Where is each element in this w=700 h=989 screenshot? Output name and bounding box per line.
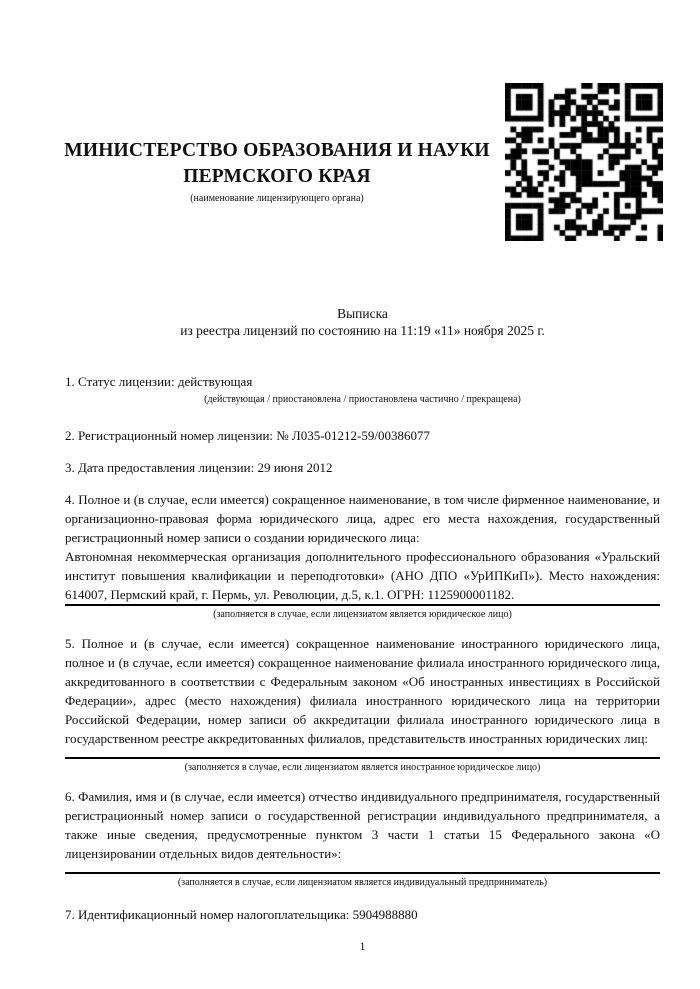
license-status-text: 1. Статус лицензии: действующая bbox=[65, 374, 253, 389]
foreign-entity-prompt: 5. Полное и (в случае, если имеется) сокращенное наименование иностранного юридического лица, полное и (в случае, если имеется) сокращенное наименование филиала иностранного юридического лица, аккредитованного в соответствии с Федеральным законом «Об иностранных инвестициях в Российской Федерации», адрес (место нахождения) филиала иностранного юридического лица на территории Российской Федерации, номер записи об аккредитации филиала иностранного юридического лица в государственном реестре аккредитованных филиалов, представительств иностранных юридических лиц: bbox=[65, 636, 660, 746]
section-registration-number bbox=[65, 426, 660, 445]
section-taxpayer-number bbox=[65, 905, 660, 924]
individual-entrepreneur-caption: (заполняется в случае, если лицензиатом является индивидуальный предприниматель) bbox=[177, 877, 548, 888]
license-date-text: 3. Дата предоставления лицензии: 29 июня 2012 bbox=[65, 460, 333, 475]
individual-entrepreneur-prompt: 6. Фамилия, имя и (в случае, если имеется) отчество индивидуального предпринимателя, государственный регистрационный номер записи о государственной регистрации индивидуального предпринимателя, а также иные сведения, предусмотренные пунктом 3 части 1 статьи 15 Федерального закона «О лицензировании отдельных видов деятельности»: bbox=[65, 789, 660, 861]
ministry-name-line1: МИНИСТЕРСТВО ОБРАЗОВАНИЯ И НАУКИ bbox=[64, 140, 490, 161]
legal-entity-prompt: 4. Полное и (в случае, если имеется) сокращенное наименование, в том числе фирменное наименование, и организационно-правовая форма юридического лица, адрес его места нахождения, государственный регистрационный номер записи о создании юридического лица: bbox=[65, 492, 660, 545]
fill-in-rule bbox=[65, 604, 660, 606]
fill-in-rule bbox=[65, 757, 660, 759]
registration-number-text: 2. Регистрационный номер лицензии: № Л035-01212-59/00386077 bbox=[65, 428, 431, 443]
section-license-date bbox=[65, 458, 660, 477]
legal-entity-value: Автономная некоммерческая организация дополнительного профессионального образования «Уральский институт повышения квалификации и переподготовки» (АНО ДПО «УрИПКиП»). Место нахождения: 614007, Пермский край, г. Пермь, ул. Революции, д.5, к.1. ОГРН: 1125900001182. bbox=[65, 549, 660, 602]
document-title bbox=[65, 305, 660, 339]
document-title-line1: Выписка bbox=[337, 306, 388, 321]
ministry-name-line2: ПЕРМСКОГО КРАЯ bbox=[183, 166, 371, 187]
fill-in-rule bbox=[65, 872, 660, 874]
taxpayer-number-text: 7. Идентификационный номер налогоплательщика: 5904988880 bbox=[65, 907, 418, 922]
section-license-status bbox=[65, 372, 660, 406]
ministry-caption: (наименование лицензирующего органа) bbox=[190, 193, 364, 204]
licensing-authority-header bbox=[65, 138, 489, 205]
legal-entity-caption: (заполняется в случае, если лицензиатом является юридическое лицо) bbox=[213, 609, 512, 620]
section-foreign-entity bbox=[65, 634, 660, 774]
foreign-entity-caption: (заполняется в случае, если лицензиатом является иностранное юридическое лицо) bbox=[184, 762, 541, 773]
page-number: 1 bbox=[359, 939, 366, 953]
section-individual-entrepreneur bbox=[65, 787, 660, 889]
qr-code-icon bbox=[505, 83, 663, 241]
document-title-line2: из реестра лицензий по состоянию на 11:19 «11» ноября 2025 г. bbox=[180, 323, 545, 338]
section-legal-entity bbox=[65, 490, 660, 621]
license-status-caption: (действующая / приостановлена / приостановлена частично / прекращена) bbox=[204, 394, 521, 405]
